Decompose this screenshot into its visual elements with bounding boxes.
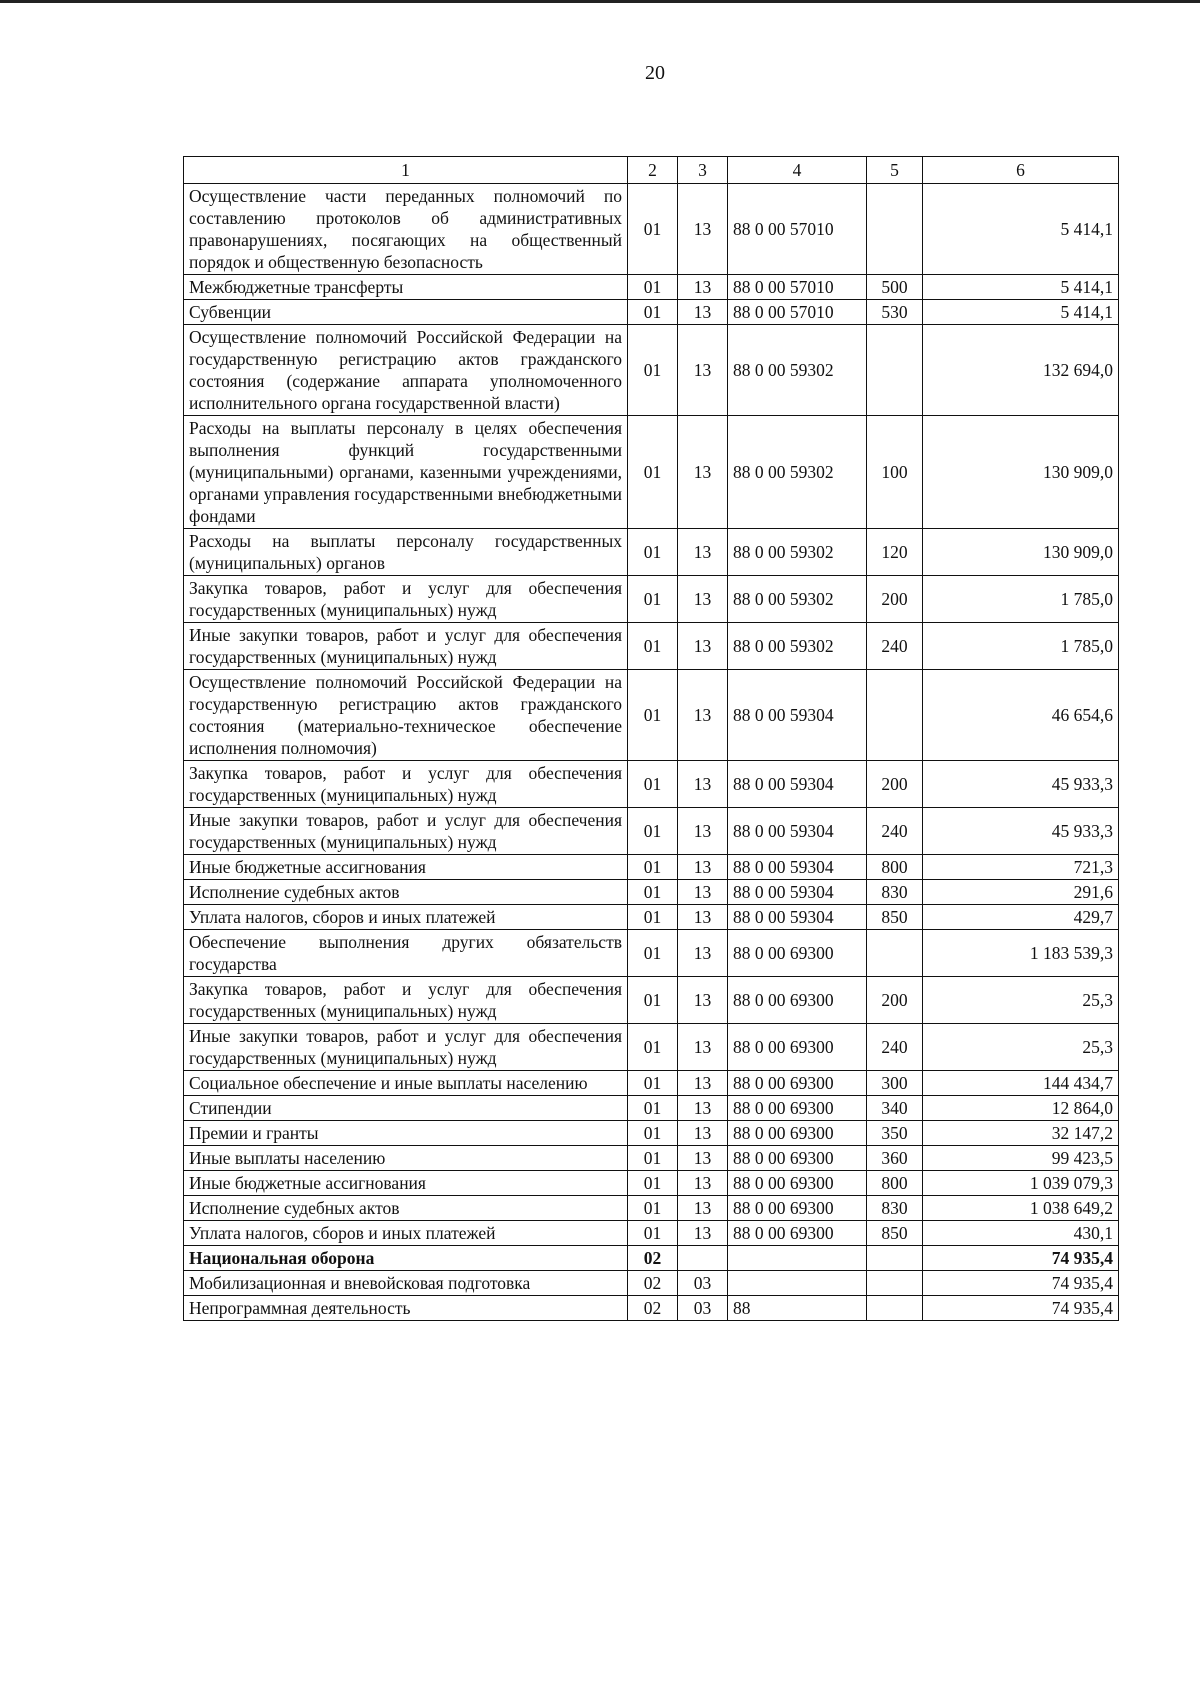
table-row	[184, 977, 1119, 1024]
amount-cell: 74 935,4	[923, 1246, 1119, 1271]
expense-type-cell: 200	[867, 576, 923, 623]
expense-name-cell: Непрограммная деятельность	[184, 1296, 628, 1321]
expense-name-cell: Иные закупки товаров, работ и услуг для обеспечения государственных (муниципальных) нужд	[184, 1024, 628, 1071]
target-article-cell: 88 0 00 69300	[728, 1096, 867, 1121]
subsection-code-cell: 13	[678, 930, 728, 977]
target-article-cell: 88 0 00 59304	[728, 880, 867, 905]
expense-name-cell: Национальная оборона	[184, 1246, 628, 1271]
amount-cell: 32 147,2	[923, 1121, 1119, 1146]
section-code-cell: 01	[628, 1196, 678, 1221]
amount-cell: 5 414,1	[923, 184, 1119, 275]
subsection-code-cell: 13	[678, 1221, 728, 1246]
target-article-cell: 88 0 00 69300	[728, 1196, 867, 1221]
target-article-cell: 88 0 00 59302	[728, 416, 867, 529]
header-cell: 4	[728, 157, 867, 184]
expense-name-cell: Межбюджетные трансферты	[184, 275, 628, 300]
expense-name-cell: Иные закупки товаров, работ и услуг для обеспечения государственных (муниципальных) нужд	[184, 623, 628, 670]
amount-cell: 1 785,0	[923, 576, 1119, 623]
amount-cell: 45 933,3	[923, 761, 1119, 808]
subsection-code-cell: 13	[678, 855, 728, 880]
expense-type-cell: 240	[867, 1024, 923, 1071]
expense-name-cell: Исполнение судебных актов	[184, 1196, 628, 1221]
subsection-code-cell	[678, 1246, 728, 1271]
amount-cell: 12 864,0	[923, 1096, 1119, 1121]
expense-name-cell: Расходы на выплаты персоналу в целях обеспечения выполнения функций государственными (муниципальными) органами, казенными учреждениями, органами управления государственными внебюджетными фондами	[184, 416, 628, 529]
table-row	[184, 325, 1119, 416]
subsection-code-cell: 13	[678, 1171, 728, 1196]
section-code-cell: 01	[628, 1121, 678, 1146]
target-article-cell: 88 0 00 69300	[728, 1146, 867, 1171]
amount-cell: 291,6	[923, 880, 1119, 905]
expense-name-cell: Мобилизационная и вневойсковая подготовка	[184, 1271, 628, 1296]
table-row	[184, 930, 1119, 977]
table-row	[184, 1196, 1119, 1221]
table-row	[184, 808, 1119, 855]
subsection-code-cell: 13	[678, 576, 728, 623]
table-header-row	[184, 157, 1119, 184]
target-article-cell: 88 0 00 57010	[728, 300, 867, 325]
table-row	[184, 1096, 1119, 1121]
target-article-cell: 88 0 00 69300	[728, 930, 867, 977]
table-row	[184, 1221, 1119, 1246]
section-code-cell: 01	[628, 416, 678, 529]
section-code-cell: 01	[628, 1071, 678, 1096]
target-article-cell	[728, 1246, 867, 1271]
section-code-cell: 01	[628, 529, 678, 576]
subsection-code-cell: 13	[678, 880, 728, 905]
subsection-code-cell: 13	[678, 905, 728, 930]
subsection-code-cell: 13	[678, 184, 728, 275]
expense-type-cell: 530	[867, 300, 923, 325]
expense-name-cell: Закупка товаров, работ и услуг для обеспечения государственных (муниципальных) нужд	[184, 977, 628, 1024]
expense-name-cell: Иные закупки товаров, работ и услуг для обеспечения государственных (муниципальных) нужд	[184, 808, 628, 855]
expense-name-cell: Расходы на выплаты персоналу государственных (муниципальных) органов	[184, 529, 628, 576]
expense-type-cell: 850	[867, 1221, 923, 1246]
section-code-cell: 01	[628, 1096, 678, 1121]
target-article-cell: 88 0 00 69300	[728, 977, 867, 1024]
expense-name-cell: Социальное обеспечение и иные выплаты населению	[184, 1071, 628, 1096]
table-row	[184, 576, 1119, 623]
section-code-cell: 01	[628, 855, 678, 880]
target-article-cell: 88 0 00 59302	[728, 325, 867, 416]
target-article-cell: 88 0 00 69300	[728, 1221, 867, 1246]
section-code-cell: 01	[628, 275, 678, 300]
target-article-cell: 88	[728, 1296, 867, 1321]
table-row	[184, 855, 1119, 880]
section-code-cell: 01	[628, 1024, 678, 1071]
section-code-cell: 01	[628, 623, 678, 670]
table-row	[184, 905, 1119, 930]
amount-cell: 5 414,1	[923, 300, 1119, 325]
header-cell: 2	[628, 157, 678, 184]
expense-type-cell: 800	[867, 1171, 923, 1196]
section-code-cell: 01	[628, 184, 678, 275]
section-code-cell: 01	[628, 325, 678, 416]
expense-name-cell: Иные выплаты населению	[184, 1146, 628, 1171]
table-row	[184, 275, 1119, 300]
subsection-code-cell: 13	[678, 416, 728, 529]
subsection-code-cell: 13	[678, 1096, 728, 1121]
amount-cell: 45 933,3	[923, 808, 1119, 855]
table-row	[184, 1271, 1119, 1296]
expense-type-cell: 100	[867, 416, 923, 529]
header-cell: 1	[184, 157, 628, 184]
subsection-code-cell: 03	[678, 1271, 728, 1296]
subsection-code-cell: 13	[678, 529, 728, 576]
section-code-cell: 01	[628, 905, 678, 930]
expense-type-cell	[867, 184, 923, 275]
expense-name-cell: Обеспечение выполнения других обязательств государства	[184, 930, 628, 977]
expense-type-cell: 830	[867, 880, 923, 905]
expense-type-cell: 240	[867, 623, 923, 670]
target-article-cell: 88 0 00 59304	[728, 761, 867, 808]
amount-cell: 130 909,0	[923, 529, 1119, 576]
table-row	[184, 1146, 1119, 1171]
expense-name-cell: Исполнение судебных актов	[184, 880, 628, 905]
expense-name-cell: Стипендии	[184, 1096, 628, 1121]
target-article-cell: 88 0 00 59302	[728, 623, 867, 670]
expense-name-cell: Уплата налогов, сборов и иных платежей	[184, 905, 628, 930]
section-code-cell: 02	[628, 1296, 678, 1321]
expense-type-cell: 350	[867, 1121, 923, 1146]
table-row	[184, 1071, 1119, 1096]
top-border-line	[0, 0, 1200, 3]
section-code-cell: 01	[628, 300, 678, 325]
subsection-code-cell: 13	[678, 1196, 728, 1221]
amount-cell: 721,3	[923, 855, 1119, 880]
table-row	[184, 880, 1119, 905]
expense-name-cell: Закупка товаров, работ и услуг для обеспечения государственных (муниципальных) нужд	[184, 576, 628, 623]
section-code-cell: 01	[628, 930, 678, 977]
amount-cell: 25,3	[923, 1024, 1119, 1071]
table-row	[184, 1171, 1119, 1196]
section-code-cell: 02	[628, 1271, 678, 1296]
header-cell: 6	[923, 157, 1119, 184]
amount-cell: 1 039 079,3	[923, 1171, 1119, 1196]
expense-name-cell: Осуществление полномочий Российской Федерации на государственную регистрацию актов гражданского состояния (материально-техническое обеспечение исполнения полномочия)	[184, 670, 628, 761]
amount-cell: 430,1	[923, 1221, 1119, 1246]
subsection-code-cell: 13	[678, 977, 728, 1024]
section-code-cell: 01	[628, 808, 678, 855]
target-article-cell: 88 0 00 69300	[728, 1171, 867, 1196]
target-article-cell: 88 0 00 59304	[728, 808, 867, 855]
subsection-code-cell: 13	[678, 300, 728, 325]
section-code-cell: 01	[628, 880, 678, 905]
expense-type-cell: 200	[867, 977, 923, 1024]
expense-type-cell	[867, 930, 923, 977]
target-article-cell: 88 0 00 59304	[728, 670, 867, 761]
section-code-cell: 01	[628, 977, 678, 1024]
amount-cell: 132 694,0	[923, 325, 1119, 416]
header-cell: 3	[678, 157, 728, 184]
subsection-code-cell: 13	[678, 325, 728, 416]
section-code-cell: 01	[628, 1221, 678, 1246]
target-article-cell: 88 0 00 57010	[728, 184, 867, 275]
subsection-code-cell: 03	[678, 1296, 728, 1321]
expense-type-cell: 830	[867, 1196, 923, 1221]
table-row	[184, 300, 1119, 325]
table-row	[184, 1121, 1119, 1146]
subsection-code-cell: 13	[678, 623, 728, 670]
expense-name-cell: Закупка товаров, работ и услуг для обеспечения государственных (муниципальных) нужд	[184, 761, 628, 808]
expense-name-cell: Осуществление полномочий Российской Федерации на государственную регистрацию актов гражданского состояния (содержание аппарата уполномоченного исполнительного органа государственной власти)	[184, 325, 628, 416]
table-row	[184, 184, 1119, 275]
section-code-cell: 02	[628, 1246, 678, 1271]
expense-name-cell: Осуществление части переданных полномочий по составлению протоколов об административных правонарушениях, посягающих на общественный порядок и общественную безопасность	[184, 184, 628, 275]
target-article-cell: 88 0 00 69300	[728, 1121, 867, 1146]
target-article-cell: 88 0 00 69300	[728, 1024, 867, 1071]
expense-type-cell: 200	[867, 761, 923, 808]
expense-type-cell: 850	[867, 905, 923, 930]
expense-type-cell: 500	[867, 275, 923, 300]
subsection-code-cell: 13	[678, 1146, 728, 1171]
target-article-cell: 88 0 00 59304	[728, 855, 867, 880]
table-row	[184, 623, 1119, 670]
section-code-cell: 01	[628, 1146, 678, 1171]
table-row	[184, 529, 1119, 576]
subsection-code-cell: 13	[678, 761, 728, 808]
subsection-code-cell: 13	[678, 1071, 728, 1096]
expense-type-cell	[867, 1296, 923, 1321]
expense-name-cell: Субвенции	[184, 300, 628, 325]
section-code-cell: 01	[628, 761, 678, 808]
target-article-cell: 88 0 00 59304	[728, 905, 867, 930]
expense-name-cell: Уплата налогов, сборов и иных платежей	[184, 1221, 628, 1246]
amount-cell: 1 038 649,2	[923, 1196, 1119, 1221]
expense-type-cell: 300	[867, 1071, 923, 1096]
expense-type-cell: 360	[867, 1146, 923, 1171]
expense-type-cell: 340	[867, 1096, 923, 1121]
amount-cell: 1 183 539,3	[923, 930, 1119, 977]
section-code-cell: 01	[628, 670, 678, 761]
section-code-cell: 01	[628, 1171, 678, 1196]
amount-cell: 130 909,0	[923, 416, 1119, 529]
amount-cell: 1 785,0	[923, 623, 1119, 670]
expense-type-cell	[867, 1271, 923, 1296]
table-row	[184, 416, 1119, 529]
table-row	[184, 670, 1119, 761]
amount-cell: 429,7	[923, 905, 1119, 930]
table-row	[184, 1246, 1119, 1271]
page-number: 20	[645, 62, 665, 84]
expense-type-cell	[867, 1246, 923, 1271]
subsection-code-cell: 13	[678, 275, 728, 300]
expense-type-cell	[867, 325, 923, 416]
amount-cell: 99 423,5	[923, 1146, 1119, 1171]
expense-type-cell: 800	[867, 855, 923, 880]
expense-name-cell: Премии и гранты	[184, 1121, 628, 1146]
subsection-code-cell: 13	[678, 670, 728, 761]
header-cell: 5	[867, 157, 923, 184]
expense-name-cell: Иные бюджетные ассигнования	[184, 1171, 628, 1196]
expense-type-cell: 120	[867, 529, 923, 576]
subsection-code-cell: 13	[678, 808, 728, 855]
target-article-cell: 88 0 00 57010	[728, 275, 867, 300]
amount-cell: 46 654,6	[923, 670, 1119, 761]
target-article-cell: 88 0 00 69300	[728, 1071, 867, 1096]
table-row	[184, 1296, 1119, 1321]
target-article-cell	[728, 1271, 867, 1296]
subsection-code-cell: 13	[678, 1121, 728, 1146]
target-article-cell: 88 0 00 59302	[728, 576, 867, 623]
expense-name-cell: Иные бюджетные ассигнования	[184, 855, 628, 880]
amount-cell: 74 935,4	[923, 1271, 1119, 1296]
section-code-cell: 01	[628, 576, 678, 623]
expense-type-cell: 240	[867, 808, 923, 855]
amount-cell: 74 935,4	[923, 1296, 1119, 1321]
amount-cell: 5 414,1	[923, 275, 1119, 300]
target-article-cell: 88 0 00 59302	[728, 529, 867, 576]
expense-type-cell	[867, 670, 923, 761]
table-row	[184, 761, 1119, 808]
budget-table	[183, 156, 1119, 1321]
table-row	[184, 1024, 1119, 1071]
amount-cell: 25,3	[923, 977, 1119, 1024]
subsection-code-cell: 13	[678, 1024, 728, 1071]
amount-cell: 144 434,7	[923, 1071, 1119, 1096]
